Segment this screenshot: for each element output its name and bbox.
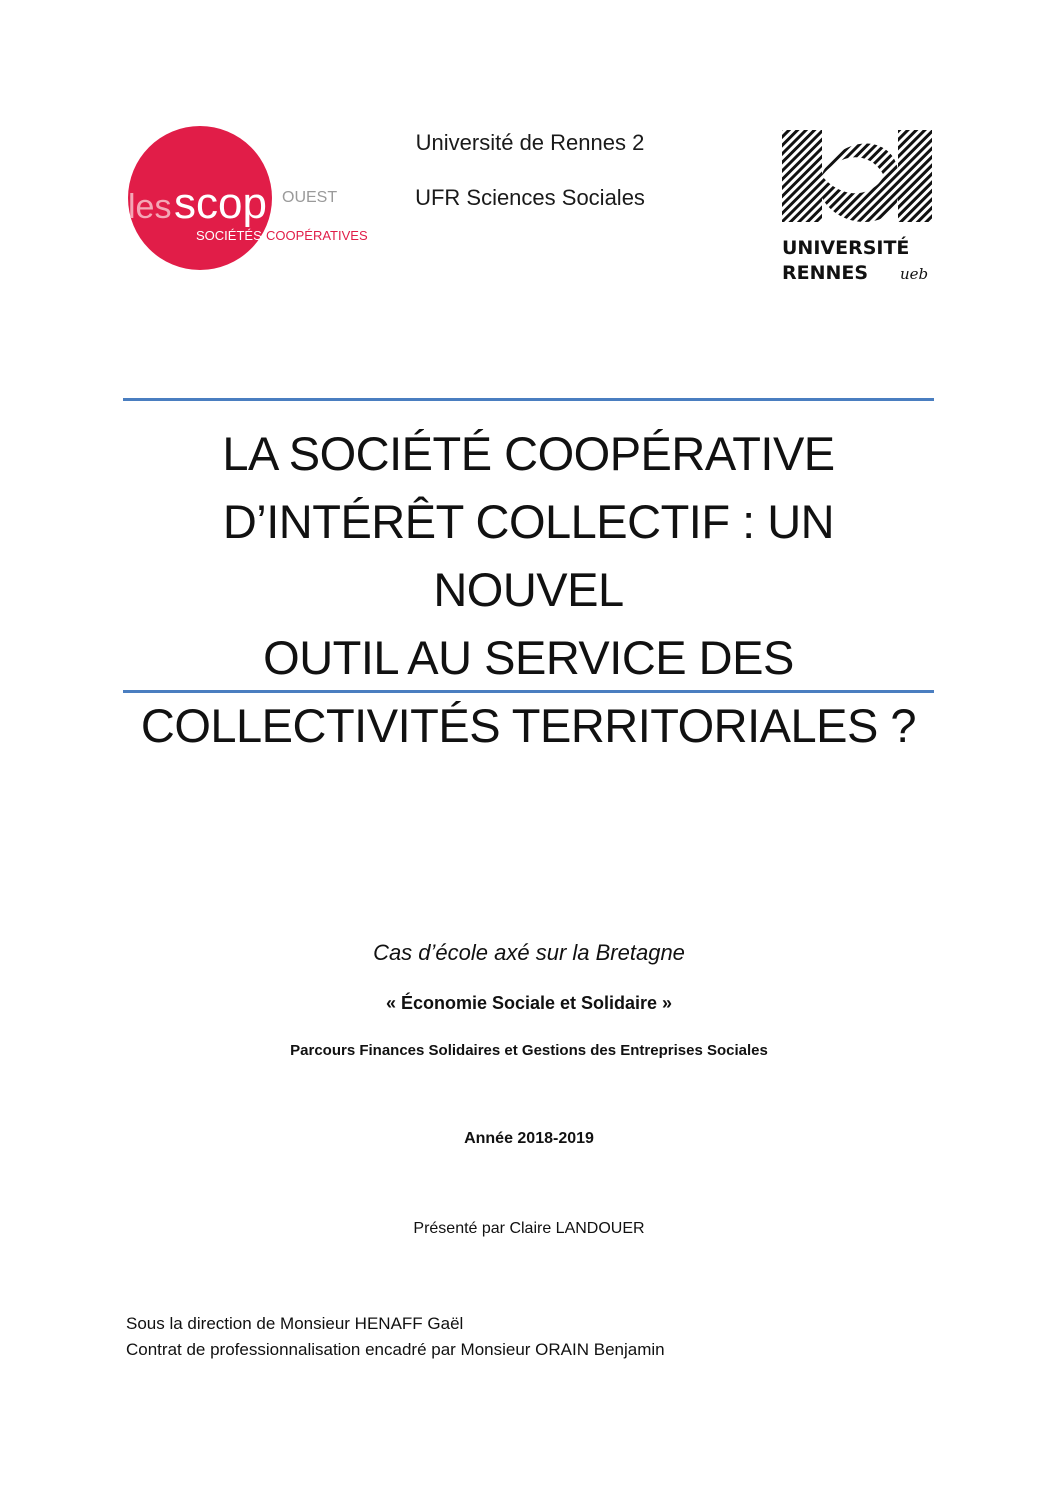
scop-word-scop: scop: [174, 179, 267, 228]
university-name: Université de Rennes 2: [415, 130, 645, 155]
ufr-name: UFR Sciences Sociales: [415, 185, 645, 210]
director-line: Sous la direction de Monsieur HENAFF Gaël: [126, 1314, 464, 1333]
scop-region: OUEST: [282, 189, 338, 206]
program-name: « Économie Sociale et Solidaire »: [385, 993, 673, 1013]
document-title: [123, 420, 934, 760]
rennes-line1: UNIVERSITÉ: [782, 237, 910, 259]
academic-year: Année 2018-2019: [464, 1130, 594, 1147]
subtitle: Cas d’école axé sur la Bretagne: [373, 940, 685, 965]
title-line-4: COLLECTIVITÉS TERRITORIALES ?: [140, 699, 917, 752]
les-scop-logo: [120, 122, 390, 282]
track-name: Parcours Finances Solidaires et Gestions des Entreprises Sociales: [290, 1042, 768, 1059]
rennes-line2: RENNES: [782, 262, 869, 284]
title-line-1: LA SOCIÉTÉ COOPÉRATIVE: [222, 427, 835, 480]
ueb-badge: ueb: [900, 265, 929, 283]
title-rule-bottom: [123, 690, 934, 693]
universite-rennes-logo: [776, 124, 938, 288]
scop-tagline-left: SOCIÉTÉS: [196, 228, 262, 243]
scop-word-les: les: [128, 188, 172, 226]
scop-tagline-right: COOPÉRATIVES: [266, 228, 368, 243]
title-line-2: D’INTÉRÊT COLLECTIF : UN NOUVEL: [222, 495, 835, 616]
rennes-emblem: [782, 130, 932, 222]
title-line-3: OUTIL AU SERVICE DES: [263, 631, 794, 684]
contract-line: Contrat de professionnalisation encadré par Monsieur ORAIN Benjamin: [126, 1340, 665, 1359]
presenter: Présenté par Claire LANDOUER: [413, 1220, 645, 1237]
title-rule-top: [123, 398, 934, 401]
